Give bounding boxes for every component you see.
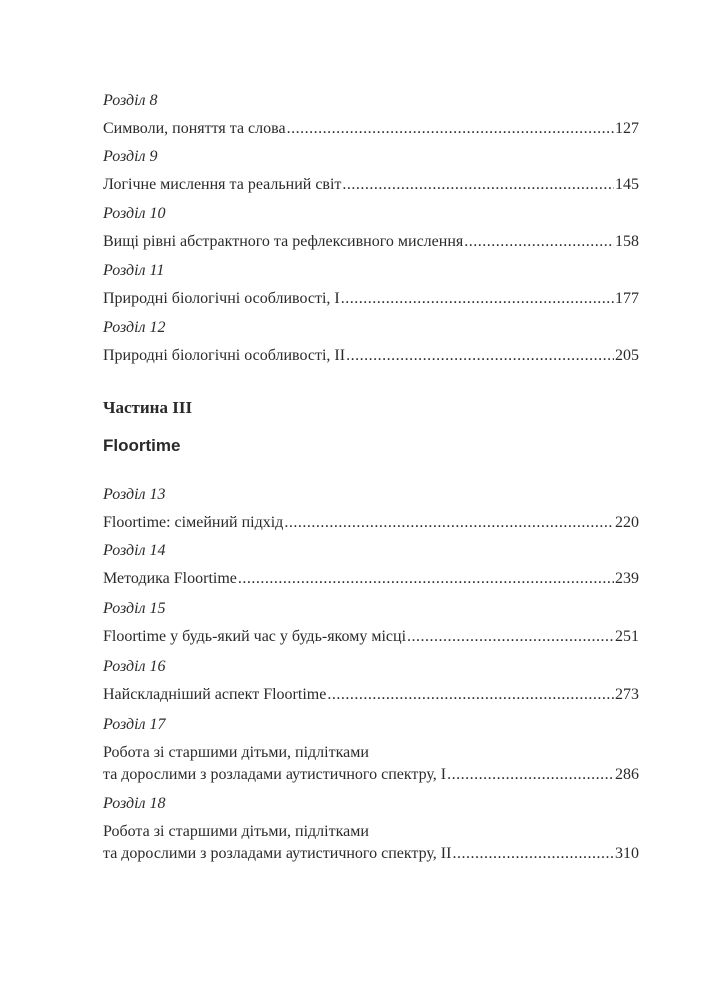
- chapter-title-line: Робота зі старшими дітьми, підлітками: [103, 823, 369, 840]
- chapter-title: [103, 568, 639, 590]
- chapter-label: Розділ 11: [103, 262, 165, 279]
- chapter-title-line: та дорослими з розладами аутистичного спектру, I: [103, 766, 447, 783]
- chapter-label: Розділ 16: [103, 658, 166, 675]
- chapter-label: Розділ 10: [103, 205, 166, 222]
- chapter-title-line: Вищі рівні абстрактного та рефлексивного мислення: [103, 233, 464, 250]
- chapter-title: [103, 626, 639, 648]
- chapter-title: [103, 742, 639, 786]
- chapter-title-line: Найскладніший аспект Floortime: [103, 686, 327, 703]
- page-number: 158: [615, 233, 639, 250]
- dot-leader: [342, 174, 614, 196]
- part-title: Частина III: [103, 398, 193, 417]
- chapter-title: [103, 118, 639, 140]
- page-number: 286: [615, 766, 639, 783]
- chapter-label: Розділ 8: [103, 92, 158, 109]
- chapter-title-line: Символи, поняття та слова: [103, 120, 286, 137]
- page-number: 273: [615, 686, 639, 703]
- chapter-title-line: Floortime: сімейний підхід: [103, 514, 284, 531]
- page-number: 220: [615, 514, 639, 531]
- chapter-label: Розділ 12: [103, 319, 166, 336]
- page-number: 127: [615, 120, 639, 137]
- chapter-title-line: та дорослими з розладами аутистичного спектру, II: [103, 845, 452, 862]
- page-number: 205: [615, 347, 639, 364]
- dot-leader: [287, 118, 614, 140]
- chapter-label: Розділ 13: [103, 486, 166, 503]
- page-number: 145: [615, 176, 639, 193]
- chapter-title: [103, 231, 639, 253]
- chapter-label: Розділ 15: [103, 600, 166, 617]
- chapter-title: [103, 288, 639, 310]
- chapter-title: [103, 512, 639, 534]
- dot-leader: [407, 626, 614, 648]
- chapter-title-line: Floortime у будь-який час у будь-якому місці: [103, 628, 407, 645]
- chapter-title-line: Природні біологічні особливості, II: [103, 347, 346, 364]
- dot-leader: [238, 568, 614, 590]
- chapter-title: [103, 821, 639, 865]
- page-number: 310: [615, 845, 639, 862]
- dot-leader: [447, 764, 614, 786]
- dot-leader: [327, 684, 614, 706]
- part-subtitle: Floortime: [103, 436, 181, 455]
- chapter-title-line: Природні біологічні особливості, I: [103, 290, 340, 307]
- chapter-label: Розділ 9: [103, 148, 158, 165]
- chapter-title: [103, 345, 639, 367]
- page-number: 251: [615, 628, 639, 645]
- dot-leader: [284, 512, 614, 534]
- dot-leader: [346, 345, 614, 367]
- chapter-title: [103, 174, 639, 196]
- dot-leader: [452, 843, 614, 865]
- page-number: 177: [615, 290, 639, 307]
- chapter-title-line: Логічне мислення та реальний світ: [103, 176, 342, 193]
- chapter-title-line: Методика Floortime: [103, 570, 237, 587]
- chapter-title: [103, 684, 639, 706]
- dot-leader: [341, 288, 614, 310]
- chapter-title-line: Робота зі старшими дітьми, підлітками: [103, 744, 369, 761]
- chapter-label: Розділ 17: [103, 716, 166, 733]
- chapter-label: Розділ 14: [103, 542, 166, 559]
- chapter-label: Розділ 18: [103, 795, 166, 812]
- dot-leader: [464, 231, 614, 253]
- page-number: 239: [615, 570, 639, 587]
